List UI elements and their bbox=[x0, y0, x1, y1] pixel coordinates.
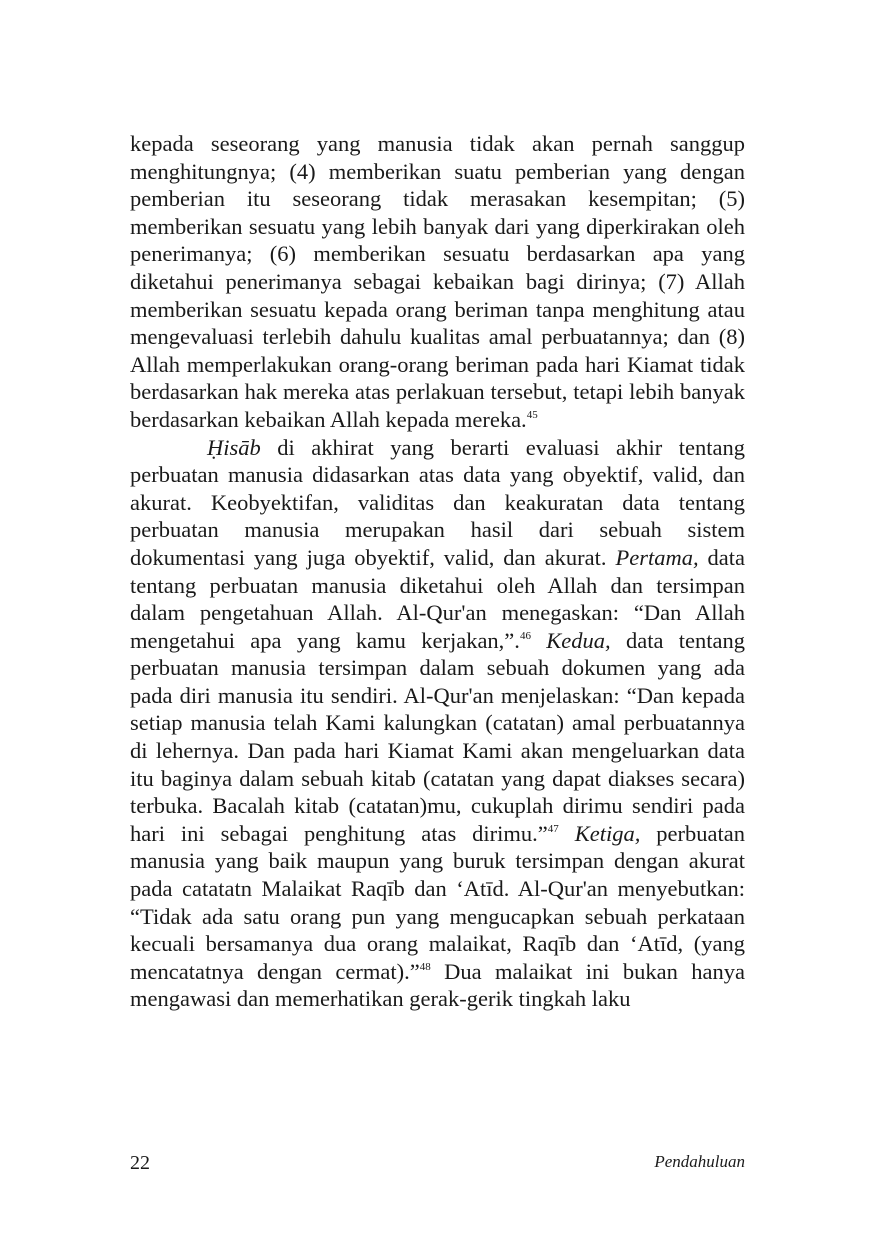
italic-term: Pertama, bbox=[615, 544, 699, 570]
text-run: perbuatan manusia yang baik maupun yang buruk tersimpan dengan akurat pada catatatn Malaikat Raqīb dan ‘Atīd. Al-Qur'an menyebutkan: “Tidak ada satu orang pun yang mengucapkan sebuah perkataan kecuali bersamanya dua orang malaikat, Raqīb dan ‘Atīd, (yang mencatatnya dengan cermat).” bbox=[130, 820, 745, 984]
running-head: Pendahuluan bbox=[654, 1152, 745, 1171]
footnote-marker: 47 bbox=[547, 822, 559, 835]
page-number: 22 bbox=[130, 1152, 150, 1174]
text-run: kepada seseorang yang manusia tidak akan pernah sanggup menghitungnya; (4) memberikan suatu pemberian yang dengan pemberian itu seseorang tidak merasakan kesempitan; (5) memberikan sesuatu yang lebih banyak dari yang diperkirakan oleh penerimanya; (6) memberikan sesuatu berdasarkan apa yang diketahui penerimanya sebagai kebaikan bagi dirinya; (7) Allah memberikan sesuatu kepada orang beriman tanpa menghitung atau mengevaluasi terlebih dahulu kualitas amal perbuatannya; dan (8) Allah memperlakukan orang-orang beriman pada hari Kiamat tidak berdasarkan hak mereka atas perlakuan tersebut, tetapi lebih banyak berdasarkan kebaikan Allah kepada mereka. bbox=[130, 131, 745, 432]
paragraph bbox=[130, 130, 745, 434]
paragraph bbox=[130, 434, 745, 1013]
body-text bbox=[130, 130, 745, 1013]
italic-term: Kedua, bbox=[546, 627, 611, 653]
footnote-marker: 46 bbox=[519, 629, 531, 642]
italic-term: Ḥisāb bbox=[207, 434, 261, 460]
italic-term: Ketiga, bbox=[574, 820, 641, 846]
text-run: di akhirat yang berarti evaluasi akhir tentang perbuatan manusia didasarkan atas data yang obyektif, valid, dan akurat. Keobyektifan, validitas dan keakuratan data tentang perbuatan manusia merupakan hasil dari sebuah sistem dokumentasi yang juga obyektif, valid, dan akurat. bbox=[130, 434, 745, 570]
text-run: data tentang perbuatan manusia tersimpan dalam sebuah dokumen yang ada pada diri manusia itu sendiri. Al-Qur'an menjelaskan: “Dan kepada setiap manusia telah Kami kalungkan (catatan) amal perbuatannya di lehernya. Dan pada hari Kiamat Kami akan mengeluarkan data itu baginya dalam sebuah kitab (catatan yang dapat diakses secara) terbuka. Bacalah kitab (catatan)mu, cukuplah dirimu sendiri pada hari ini sebagai penghitung atas dirimu.” bbox=[130, 627, 746, 846]
text-run: Dua malaikat ini bukan hanya mengawasi dan memerhatikan gerak-gerik tingkah laku bbox=[130, 958, 745, 1012]
text-run: data tentang perbuatan manusia diketahui oleh Allah dan tersimpan dalam pengetahuan Allah. Al-Qur'an menegaskan: “Dan Allah mengetahui apa yang kamu kerjakan,”. bbox=[130, 544, 745, 653]
text-run bbox=[531, 628, 546, 653]
footnote-marker: 45 bbox=[526, 408, 538, 421]
footnote-marker: 48 bbox=[419, 960, 431, 973]
text-run bbox=[559, 821, 575, 846]
